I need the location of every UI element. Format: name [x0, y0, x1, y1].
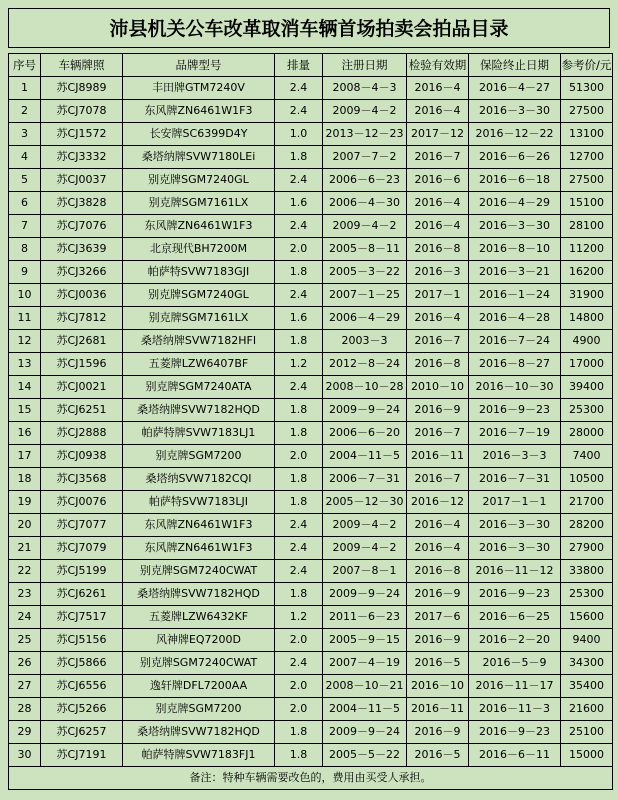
cell-model: 桑塔纳牌SVW7182HQD: [123, 583, 275, 606]
cell-model: 桑塔纳牌SVW7182HQD: [123, 399, 275, 422]
cell-index: 9: [9, 261, 41, 284]
cell-insurance-end-date: 2017－1－1: [469, 491, 561, 514]
table-row: [9, 376, 613, 399]
cell-insurance-end-date: 2016－5－9: [469, 652, 561, 675]
cell-displacement: 2.4: [275, 560, 323, 583]
cell-inspection-validity: 2016－8: [407, 353, 469, 376]
cell-insurance-end-date: 2016－8－27: [469, 353, 561, 376]
document-title-bar: [8, 8, 610, 48]
column-header-index: 序号: [9, 54, 41, 77]
cell-reference-price: 9400: [561, 629, 613, 652]
cell-model: 别克牌SGM7240GL: [123, 169, 275, 192]
table-row: [9, 192, 613, 215]
cell-plate: 苏CJ3568: [41, 468, 123, 491]
cell-plate: 苏CJ5156: [41, 629, 123, 652]
cell-reference-price: 27900: [561, 537, 613, 560]
cell-plate: 苏CJ5866: [41, 652, 123, 675]
table-row: [9, 514, 613, 537]
cell-inspection-validity: 2016－9: [407, 629, 469, 652]
cell-reference-price: 10500: [561, 468, 613, 491]
table-row: [9, 629, 613, 652]
cell-index: 14: [9, 376, 41, 399]
table-row: [9, 284, 613, 307]
cell-displacement: 2.4: [275, 652, 323, 675]
table-row: [9, 698, 613, 721]
cell-model: 别克牌SGM7240CWAT: [123, 560, 275, 583]
table-row: [9, 606, 613, 629]
cell-model: 别克牌SGM7161LX: [123, 307, 275, 330]
table-row: [9, 537, 613, 560]
cell-index: 5: [9, 169, 41, 192]
cell-registration-date: 2007－4－19: [323, 652, 407, 675]
cell-plate: 苏CJ0037: [41, 169, 123, 192]
cell-model: 别克牌SGM7200: [123, 445, 275, 468]
cell-plate: 苏CJ6556: [41, 675, 123, 698]
cell-insurance-end-date: 2016－11－3: [469, 698, 561, 721]
cell-displacement: 1.8: [275, 261, 323, 284]
cell-displacement: 1.8: [275, 468, 323, 491]
cell-index: 3: [9, 123, 41, 146]
cell-inspection-validity: 2016－11: [407, 445, 469, 468]
cell-model: 北京现代BH7200M: [123, 238, 275, 261]
cell-model: 别克牌SGM7161LX: [123, 192, 275, 215]
cell-insurance-end-date: 2016－6－18: [469, 169, 561, 192]
cell-inspection-validity: 2017－12: [407, 123, 469, 146]
cell-insurance-end-date: 2016－3－21: [469, 261, 561, 284]
cell-model: 帕萨特SVW7183LJI: [123, 491, 275, 514]
page-title: 沛县机关公车改革取消车辆首场拍卖会拍品目录: [109, 18, 509, 40]
cell-plate: 苏CJ3332: [41, 146, 123, 169]
cell-plate: 苏CJ2888: [41, 422, 123, 445]
cell-registration-date: 2005－9－15: [323, 629, 407, 652]
cell-insurance-end-date: 2016－3－3: [469, 445, 561, 468]
table-row: [9, 215, 613, 238]
cell-reference-price: 27500: [561, 100, 613, 123]
cell-displacement: 1.8: [275, 491, 323, 514]
cell-plate: 苏CJ6261: [41, 583, 123, 606]
cell-inspection-validity: 2016－4: [407, 514, 469, 537]
auction-items-table: [8, 53, 613, 790]
table-row: [9, 583, 613, 606]
cell-displacement: 2.0: [275, 675, 323, 698]
cell-inspection-validity: 2016－4: [407, 537, 469, 560]
table-row: [9, 445, 613, 468]
cell-displacement: 1.2: [275, 353, 323, 376]
cell-insurance-end-date: 2016－3－30: [469, 215, 561, 238]
cell-model: 别克牌SGM7240ATA: [123, 376, 275, 399]
cell-insurance-end-date: 2016－2－20: [469, 629, 561, 652]
cell-displacement: 1.8: [275, 744, 323, 767]
cell-displacement: 2.0: [275, 698, 323, 721]
cell-model: 桑塔纳牌SVW7182HQD: [123, 721, 275, 744]
cell-reference-price: 13100: [561, 123, 613, 146]
cell-plate: 苏CJ3639: [41, 238, 123, 261]
table-row: [9, 146, 613, 169]
cell-reference-price: 21700: [561, 491, 613, 514]
cell-displacement: 1.6: [275, 307, 323, 330]
cell-inspection-validity: 2017－1: [407, 284, 469, 307]
cell-model: 别克牌SGM7240CWAT: [123, 652, 275, 675]
cell-plate: 苏CJ0036: [41, 284, 123, 307]
cell-reference-price: 31900: [561, 284, 613, 307]
cell-model: 长安牌SC6399D4Y: [123, 123, 275, 146]
cell-inspection-validity: 2016－9: [407, 399, 469, 422]
cell-displacement: 1.8: [275, 146, 323, 169]
cell-model: 桑塔纳牌SVW7180LEi: [123, 146, 275, 169]
cell-reference-price: 28100: [561, 215, 613, 238]
cell-reference-price: 35400: [561, 675, 613, 698]
cell-insurance-end-date: 2016－10－30: [469, 376, 561, 399]
cell-plate: 苏CJ3828: [41, 192, 123, 215]
cell-plate: 苏CJ0938: [41, 445, 123, 468]
cell-registration-date: 2009－9－24: [323, 583, 407, 606]
cell-inspection-validity: 2016－6: [407, 169, 469, 192]
cell-registration-date: 2005－3－22: [323, 261, 407, 284]
cell-reference-price: 21600: [561, 698, 613, 721]
cell-plate: 苏CJ7079: [41, 537, 123, 560]
cell-model: 帕萨特牌SVW7183FJ1: [123, 744, 275, 767]
cell-reference-price: 25300: [561, 399, 613, 422]
cell-index: 17: [9, 445, 41, 468]
cell-insurance-end-date: 2016－3－30: [469, 514, 561, 537]
cell-inspection-validity: 2016－12: [407, 491, 469, 514]
cell-index: 12: [9, 330, 41, 353]
cell-inspection-validity: 2016－5: [407, 652, 469, 675]
cell-index: 1: [9, 77, 41, 100]
cell-displacement: 1.8: [275, 721, 323, 744]
column-header-reference-price: 参考价/元: [561, 54, 613, 77]
cell-registration-date: 2008－4－3: [323, 77, 407, 100]
column-header-registration-date: 注册日期: [323, 54, 407, 77]
cell-inspection-validity: 2016－4: [407, 100, 469, 123]
cell-displacement: 2.0: [275, 629, 323, 652]
cell-model: 五菱牌LZW6407BF: [123, 353, 275, 376]
cell-insurance-end-date: 2016－6－25: [469, 606, 561, 629]
cell-reference-price: 28000: [561, 422, 613, 445]
cell-insurance-end-date: 2016－3－30: [469, 100, 561, 123]
cell-inspection-validity: 2016－7: [407, 330, 469, 353]
cell-model: 逸轩牌DFL7200AA: [123, 675, 275, 698]
cell-displacement: 1.8: [275, 583, 323, 606]
cell-registration-date: 2006－4－29: [323, 307, 407, 330]
cell-registration-date: 2008－10－28: [323, 376, 407, 399]
cell-model: 帕萨特牌SVW7183LJ1: [123, 422, 275, 445]
table-row: [9, 744, 613, 767]
table-row: [9, 307, 613, 330]
cell-inspection-validity: 2016－4: [407, 192, 469, 215]
cell-inspection-validity: 2016－4: [407, 215, 469, 238]
cell-displacement: 2.4: [275, 169, 323, 192]
cell-registration-date: 2006－7－31: [323, 468, 407, 491]
table-row: [9, 77, 613, 100]
cell-inspection-validity: 2016－7: [407, 146, 469, 169]
cell-reference-price: 15000: [561, 744, 613, 767]
cell-inspection-validity: 2010－10: [407, 376, 469, 399]
cell-plate: 苏CJ3266: [41, 261, 123, 284]
cell-reference-price: 15600: [561, 606, 613, 629]
cell-index: 20: [9, 514, 41, 537]
cell-plate: 苏CJ7191: [41, 744, 123, 767]
cell-displacement: 1.8: [275, 399, 323, 422]
cell-index: 11: [9, 307, 41, 330]
cell-reference-price: 12700: [561, 146, 613, 169]
cell-registration-date: 2007－1－25: [323, 284, 407, 307]
cell-displacement: 1.2: [275, 606, 323, 629]
table-row: [9, 560, 613, 583]
table-row: [9, 238, 613, 261]
cell-inspection-validity: 2016－10: [407, 675, 469, 698]
cell-index: 4: [9, 146, 41, 169]
cell-model: 东风牌ZN6461W1F3: [123, 514, 275, 537]
cell-index: 22: [9, 560, 41, 583]
cell-index: 23: [9, 583, 41, 606]
cell-index: 26: [9, 652, 41, 675]
cell-registration-date: 2004－11－5: [323, 698, 407, 721]
cell-model: 东风牌ZN6461W1F3: [123, 537, 275, 560]
cell-reference-price: 15100: [561, 192, 613, 215]
cell-insurance-end-date: 2016－1－24: [469, 284, 561, 307]
table-row: [9, 652, 613, 675]
table-row: [9, 721, 613, 744]
table-row: [9, 261, 613, 284]
cell-reference-price: 39400: [561, 376, 613, 399]
cell-inspection-validity: 2016－9: [407, 583, 469, 606]
cell-insurance-end-date: 2016－4－29: [469, 192, 561, 215]
cell-plate: 苏CJ0021: [41, 376, 123, 399]
cell-index: 16: [9, 422, 41, 445]
cell-registration-date: 2003－3: [323, 330, 407, 353]
cell-reference-price: 11200: [561, 238, 613, 261]
cell-registration-date: 2009－9－24: [323, 721, 407, 744]
cell-index: 24: [9, 606, 41, 629]
cell-model: 东风牌ZN6461W1F3: [123, 215, 275, 238]
table-row: [9, 123, 613, 146]
cell-registration-date: 2006－6－23: [323, 169, 407, 192]
cell-displacement: 2.4: [275, 77, 323, 100]
cell-insurance-end-date: 2016－12－22: [469, 123, 561, 146]
cell-model: 风神牌EQ7200D: [123, 629, 275, 652]
cell-displacement: 1.8: [275, 422, 323, 445]
table-row: [9, 169, 613, 192]
cell-registration-date: 2005－5－22: [323, 744, 407, 767]
table-row: [9, 330, 613, 353]
table-row: [9, 100, 613, 123]
cell-insurance-end-date: 2016－4－27: [469, 77, 561, 100]
table-header-row: [9, 54, 613, 77]
cell-registration-date: 2005－12－30: [323, 491, 407, 514]
cell-inspection-validity: 2017－6: [407, 606, 469, 629]
cell-reference-price: 25100: [561, 721, 613, 744]
cell-registration-date: 2009－4－2: [323, 537, 407, 560]
cell-index: 2: [9, 100, 41, 123]
cell-reference-price: 14800: [561, 307, 613, 330]
cell-registration-date: 2007－7－2: [323, 146, 407, 169]
cell-registration-date: 2005－8－11: [323, 238, 407, 261]
cell-plate: 苏CJ5199: [41, 560, 123, 583]
cell-registration-date: 2009－4－2: [323, 100, 407, 123]
cell-plate: 苏CJ5266: [41, 698, 123, 721]
cell-insurance-end-date: 2016－9－23: [469, 583, 561, 606]
cell-displacement: 2.4: [275, 537, 323, 560]
cell-insurance-end-date: 2016－7－24: [469, 330, 561, 353]
cell-reference-price: 17000: [561, 353, 613, 376]
cell-index: 27: [9, 675, 41, 698]
cell-insurance-end-date: 2016－3－30: [469, 537, 561, 560]
cell-index: 21: [9, 537, 41, 560]
cell-index: 10: [9, 284, 41, 307]
cell-reference-price: 51300: [561, 77, 613, 100]
column-header-insurance-end-date: 保险终止日期: [469, 54, 561, 77]
cell-index: 30: [9, 744, 41, 767]
table-row: [9, 468, 613, 491]
cell-reference-price: 33800: [561, 560, 613, 583]
cell-reference-price: 16200: [561, 261, 613, 284]
cell-reference-price: 4900: [561, 330, 613, 353]
cell-index: 6: [9, 192, 41, 215]
cell-index: 8: [9, 238, 41, 261]
cell-plate: 苏CJ0076: [41, 491, 123, 514]
cell-model: 五菱牌LZW6432KF: [123, 606, 275, 629]
cell-insurance-end-date: 2016－11－17: [469, 675, 561, 698]
cell-inspection-validity: 2016－8: [407, 238, 469, 261]
cell-reference-price: 25300: [561, 583, 613, 606]
cell-inspection-validity: 2016－4: [407, 307, 469, 330]
cell-model: 东风牌ZN6461W1F3: [123, 100, 275, 123]
cell-plate: 苏CJ8989: [41, 77, 123, 100]
cell-plate: 苏CJ7077: [41, 514, 123, 537]
table-row: [9, 491, 613, 514]
column-header-displacement: 排量: [275, 54, 323, 77]
cell-model: 别克牌SGM7240GL: [123, 284, 275, 307]
cell-insurance-end-date: 2016－7－19: [469, 422, 561, 445]
cell-insurance-end-date: 2016－11－12: [469, 560, 561, 583]
cell-index: 28: [9, 698, 41, 721]
column-header-plate: 车辆牌照: [41, 54, 123, 77]
cell-displacement: 2.0: [275, 445, 323, 468]
cell-insurance-end-date: 2016－6－26: [469, 146, 561, 169]
cell-plate: 苏CJ2681: [41, 330, 123, 353]
cell-registration-date: 2013－12－23: [323, 123, 407, 146]
cell-displacement: 1.8: [275, 330, 323, 353]
table-row: [9, 353, 613, 376]
cell-index: 25: [9, 629, 41, 652]
cell-model: 别克牌SGM7200: [123, 698, 275, 721]
cell-reference-price: 28200: [561, 514, 613, 537]
cell-index: 15: [9, 399, 41, 422]
cell-index: 18: [9, 468, 41, 491]
cell-insurance-end-date: 2016－7－31: [469, 468, 561, 491]
cell-displacement: 2.4: [275, 100, 323, 123]
cell-insurance-end-date: 2016－9－23: [469, 399, 561, 422]
column-header-inspection-validity: 检验有效期: [407, 54, 469, 77]
table-row: [9, 422, 613, 445]
cell-model: 丰田牌GTM7240V: [123, 77, 275, 100]
column-header-model: 品牌型号: [123, 54, 275, 77]
table-row: [9, 675, 613, 698]
table-row: [9, 399, 613, 422]
cell-plate: 苏CJ7078: [41, 100, 123, 123]
cell-index: 7: [9, 215, 41, 238]
cell-inspection-validity: 2016－9: [407, 721, 469, 744]
cell-plate: 苏CJ6257: [41, 721, 123, 744]
cell-plate: 苏CJ6251: [41, 399, 123, 422]
cell-plate: 苏CJ7812: [41, 307, 123, 330]
cell-inspection-validity: 2016－7: [407, 468, 469, 491]
cell-reference-price: 34300: [561, 652, 613, 675]
cell-displacement: 2.4: [275, 376, 323, 399]
cell-insurance-end-date: 2016－6－11: [469, 744, 561, 767]
cell-index: 29: [9, 721, 41, 744]
cell-displacement: 1.6: [275, 192, 323, 215]
cell-reference-price: 27500: [561, 169, 613, 192]
cell-displacement: 2.0: [275, 238, 323, 261]
cell-displacement: 2.4: [275, 514, 323, 537]
cell-displacement: 2.4: [275, 215, 323, 238]
cell-model: 帕萨特SVW7183GJI: [123, 261, 275, 284]
cell-plate: 苏CJ7517: [41, 606, 123, 629]
cell-index: 19: [9, 491, 41, 514]
cell-plate: 苏CJ1572: [41, 123, 123, 146]
cell-insurance-end-date: 2016－9－23: [469, 721, 561, 744]
cell-displacement: 1.0: [275, 123, 323, 146]
cell-registration-date: 2009－4－2: [323, 514, 407, 537]
cell-registration-date: 2012－8－24: [323, 353, 407, 376]
cell-model: 桑塔纳牌SVW7182HFI: [123, 330, 275, 353]
cell-registration-date: 2011－6－23: [323, 606, 407, 629]
cell-inspection-validity: 2016－4: [407, 77, 469, 100]
cell-inspection-validity: 2016－5: [407, 744, 469, 767]
cell-plate: 苏CJ1596: [41, 353, 123, 376]
cell-registration-date: 2009－9－24: [323, 399, 407, 422]
cell-plate: 苏CJ7076: [41, 215, 123, 238]
cell-insurance-end-date: 2016－4－28: [469, 307, 561, 330]
cell-inspection-validity: 2016－3: [407, 261, 469, 284]
cell-index: 13: [9, 353, 41, 376]
document-note: 备注：特种车辆需要改色的，费用由买受人承担。: [9, 767, 613, 790]
cell-registration-date: 2008－10－21: [323, 675, 407, 698]
cell-registration-date: 2007－8－1: [323, 560, 407, 583]
cell-registration-date: 2006－4－30: [323, 192, 407, 215]
cell-displacement: 2.4: [275, 284, 323, 307]
cell-registration-date: 2006－6－20: [323, 422, 407, 445]
cell-inspection-validity: 2016－7: [407, 422, 469, 445]
cell-reference-price: 7400: [561, 445, 613, 468]
cell-insurance-end-date: 2016－8－10: [469, 238, 561, 261]
cell-model: 桑塔纳SVW7182CQI: [123, 468, 275, 491]
cell-inspection-validity: 2016－11: [407, 698, 469, 721]
table-note-row: [9, 767, 613, 790]
cell-inspection-validity: 2016－8: [407, 560, 469, 583]
cell-registration-date: 2004－11－5: [323, 445, 407, 468]
cell-registration-date: 2009－4－2: [323, 215, 407, 238]
